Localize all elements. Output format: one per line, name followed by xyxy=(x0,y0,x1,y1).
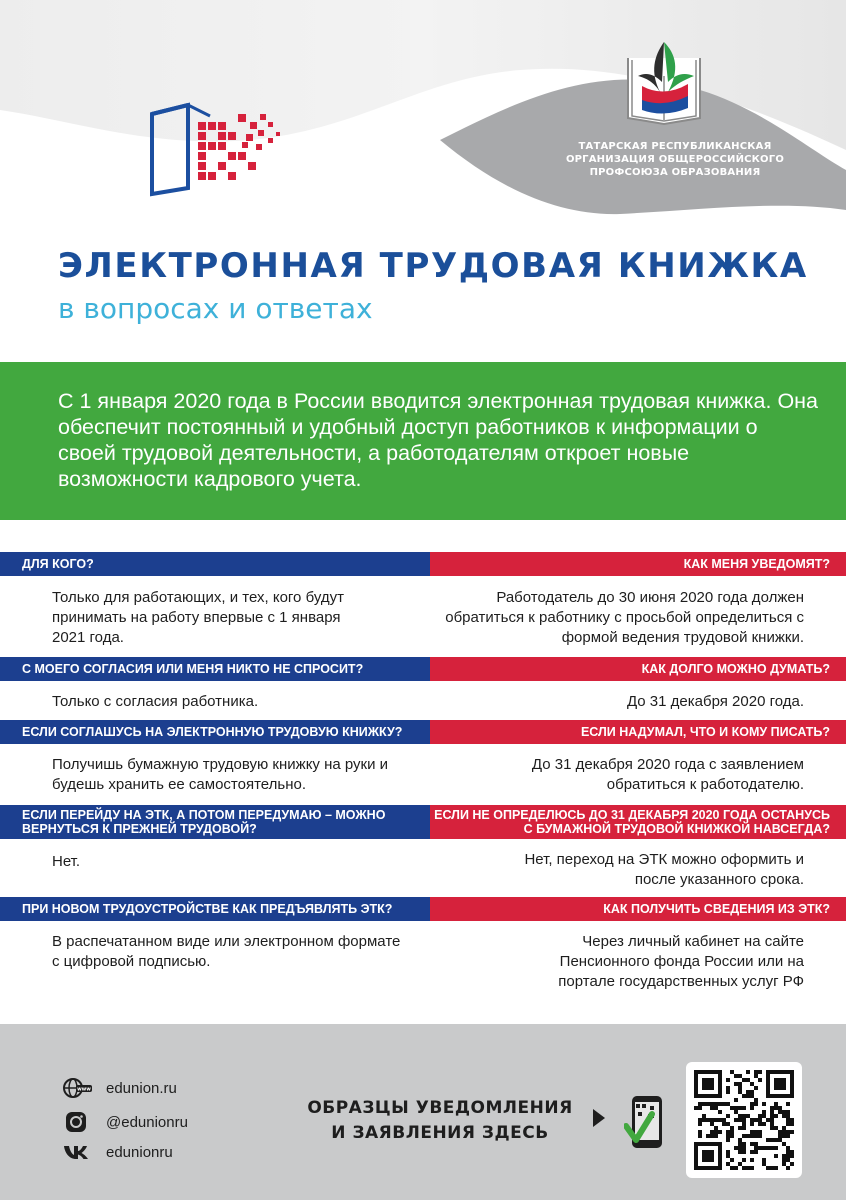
question-right xyxy=(430,805,846,839)
question-right xyxy=(430,897,846,921)
play-arrow-icon xyxy=(592,1108,606,1128)
instagram-icon xyxy=(62,1110,92,1134)
vk-link[interactable]: edunionru xyxy=(106,1143,173,1161)
contact-vk[interactable] xyxy=(62,1140,173,1164)
answer-right: Работодатель до 30 июня 2020 года должен обратиться к работнику с просьбой определиться с формой ведения трудовой книжки. xyxy=(445,589,804,646)
question-left-text: С МОЕГО СОГЛАСИЯ ИЛИ МЕНЯ НИКТО НЕ СПРОСИТ? xyxy=(22,662,364,676)
answer-left: Получишь бумажную трудовую книжку на руки и будешь хранить ее самостоятельно. xyxy=(52,756,389,793)
phone-check-icon xyxy=(624,1094,668,1150)
question-right-text: КАК МЕНЯ УВЕДОМЯТ? xyxy=(683,557,830,571)
instagram-link[interactable]: @edunionru xyxy=(106,1113,188,1131)
contact-website[interactable] xyxy=(62,1076,177,1100)
question-left xyxy=(0,805,430,839)
qr-code[interactable] xyxy=(686,1062,802,1178)
qa-band-1 xyxy=(0,552,846,576)
answer-left: В распечатанном виде или электронном формате с цифровой подписью. xyxy=(52,933,401,970)
website-link[interactable]: edunion.ru xyxy=(106,1079,177,1097)
question-right-text: КАК ПОЛУЧИТЬ СВЕДЕНИЯ ИЗ ЭТК? xyxy=(603,902,830,916)
question-left-text: ПРИ НОВОМ ТРУДОУСТРОЙСТВЕ КАК ПРЕДЪЯВЛЯТЬ ЭТК? xyxy=(22,902,393,916)
question-left xyxy=(0,897,430,921)
page-subtitle: в вопросах и ответах xyxy=(58,292,373,325)
contact-instagram[interactable] xyxy=(62,1110,188,1134)
page-title: ЭЛЕКТРОННАЯ ТРУДОВАЯ КНИЖКА xyxy=(58,246,808,286)
header-background xyxy=(0,0,846,230)
answer-left: Только для работающих, и тех, кого будут принимать на работу впервые с 1 января 2021 года. xyxy=(52,589,344,646)
qa-band-5 xyxy=(0,897,846,921)
question-right xyxy=(430,552,846,576)
question-left xyxy=(0,657,430,681)
samples-line2: И ЗАЯВЛЕНИЯ ЗДЕСЬ xyxy=(331,1123,549,1143)
answer-right: До 31 декабря 2020 года. xyxy=(626,693,804,710)
svg-text:www: www xyxy=(77,1086,91,1093)
answer-right: Нет, переход на ЭТК можно оформить и после указанного срока. xyxy=(524,851,804,888)
globe-www-icon xyxy=(62,1076,92,1100)
org-name: ТАТАРСКАЯ РЕСПУБЛИКАНСКАЯ ОРГАНИЗАЦИЯ ОБЩЕРОССИЙСКОГО ПРОФСОЮЗА ОБРАЗОВАНИЯ xyxy=(565,141,785,178)
answer-left: Только с согласия работника. xyxy=(52,693,259,710)
samples-caption xyxy=(290,1096,590,1146)
question-left-text: ЕСЛИ СОГЛАШУСЬ НА ЭЛЕКТРОННУЮ ТРУДОВУЮ КНИЖКУ? xyxy=(22,725,403,739)
answer-right: До 31 декабря 2020 года с заявлением обратиться к работодателю. xyxy=(531,756,804,793)
question-right-text: КАК ДОЛГО МОЖНО ДУМАТЬ? xyxy=(641,662,830,676)
answer-right: Через личный кабинет на сайте Пенсионного фонда России или на портале государственных услуг РФ xyxy=(558,933,804,990)
qa-band-2 xyxy=(0,657,846,681)
samples-line1: ОБРАЗЦЫ УВЕДОМЛЕНИЯ xyxy=(307,1098,573,1118)
vk-icon xyxy=(62,1140,92,1164)
question-left-text: ЕСЛИ ПЕРЕЙДУ НА ЭТК, А ПОТОМ ПЕРЕДУМАЮ – МОЖНО ВЕРНУТЬСЯ К ПРЕЖНЕЙ ТРУДОВОЙ? xyxy=(22,808,386,836)
qa-band-3 xyxy=(0,720,846,744)
qa-band-4 xyxy=(0,805,846,839)
intro-text: С 1 января 2020 года в России вводится электронная трудовая книжка. Она обеспечит постоянный и удобный доступ работников к информации о своей трудовой деятельности, а работодателям откроет новые возможности кадрового учета. xyxy=(58,389,818,491)
etk-logo xyxy=(150,102,290,197)
question-right xyxy=(430,720,846,744)
question-left-text: ДЛЯ КОГО? xyxy=(22,557,94,571)
question-right-text: ЕСЛИ НАДУМАЛ, ЧТО И КОМУ ПИСАТЬ? xyxy=(580,725,830,739)
question-left xyxy=(0,552,430,576)
answer-left: Нет. xyxy=(52,853,81,870)
question-left xyxy=(0,720,430,744)
union-logo xyxy=(624,36,706,126)
question-right xyxy=(430,657,846,681)
question-right-text: ЕСЛИ НЕ ОПРЕДЕЛЮСЬ ДО 31 ДЕКАБРЯ 2020 ГОДА ОСТАНУСЬ С БУМАЖНОЙ ТРУДОВОЙ КНИЖКОЙ НАВСЕГДА? xyxy=(434,808,830,836)
qr-code-image xyxy=(686,1062,802,1178)
